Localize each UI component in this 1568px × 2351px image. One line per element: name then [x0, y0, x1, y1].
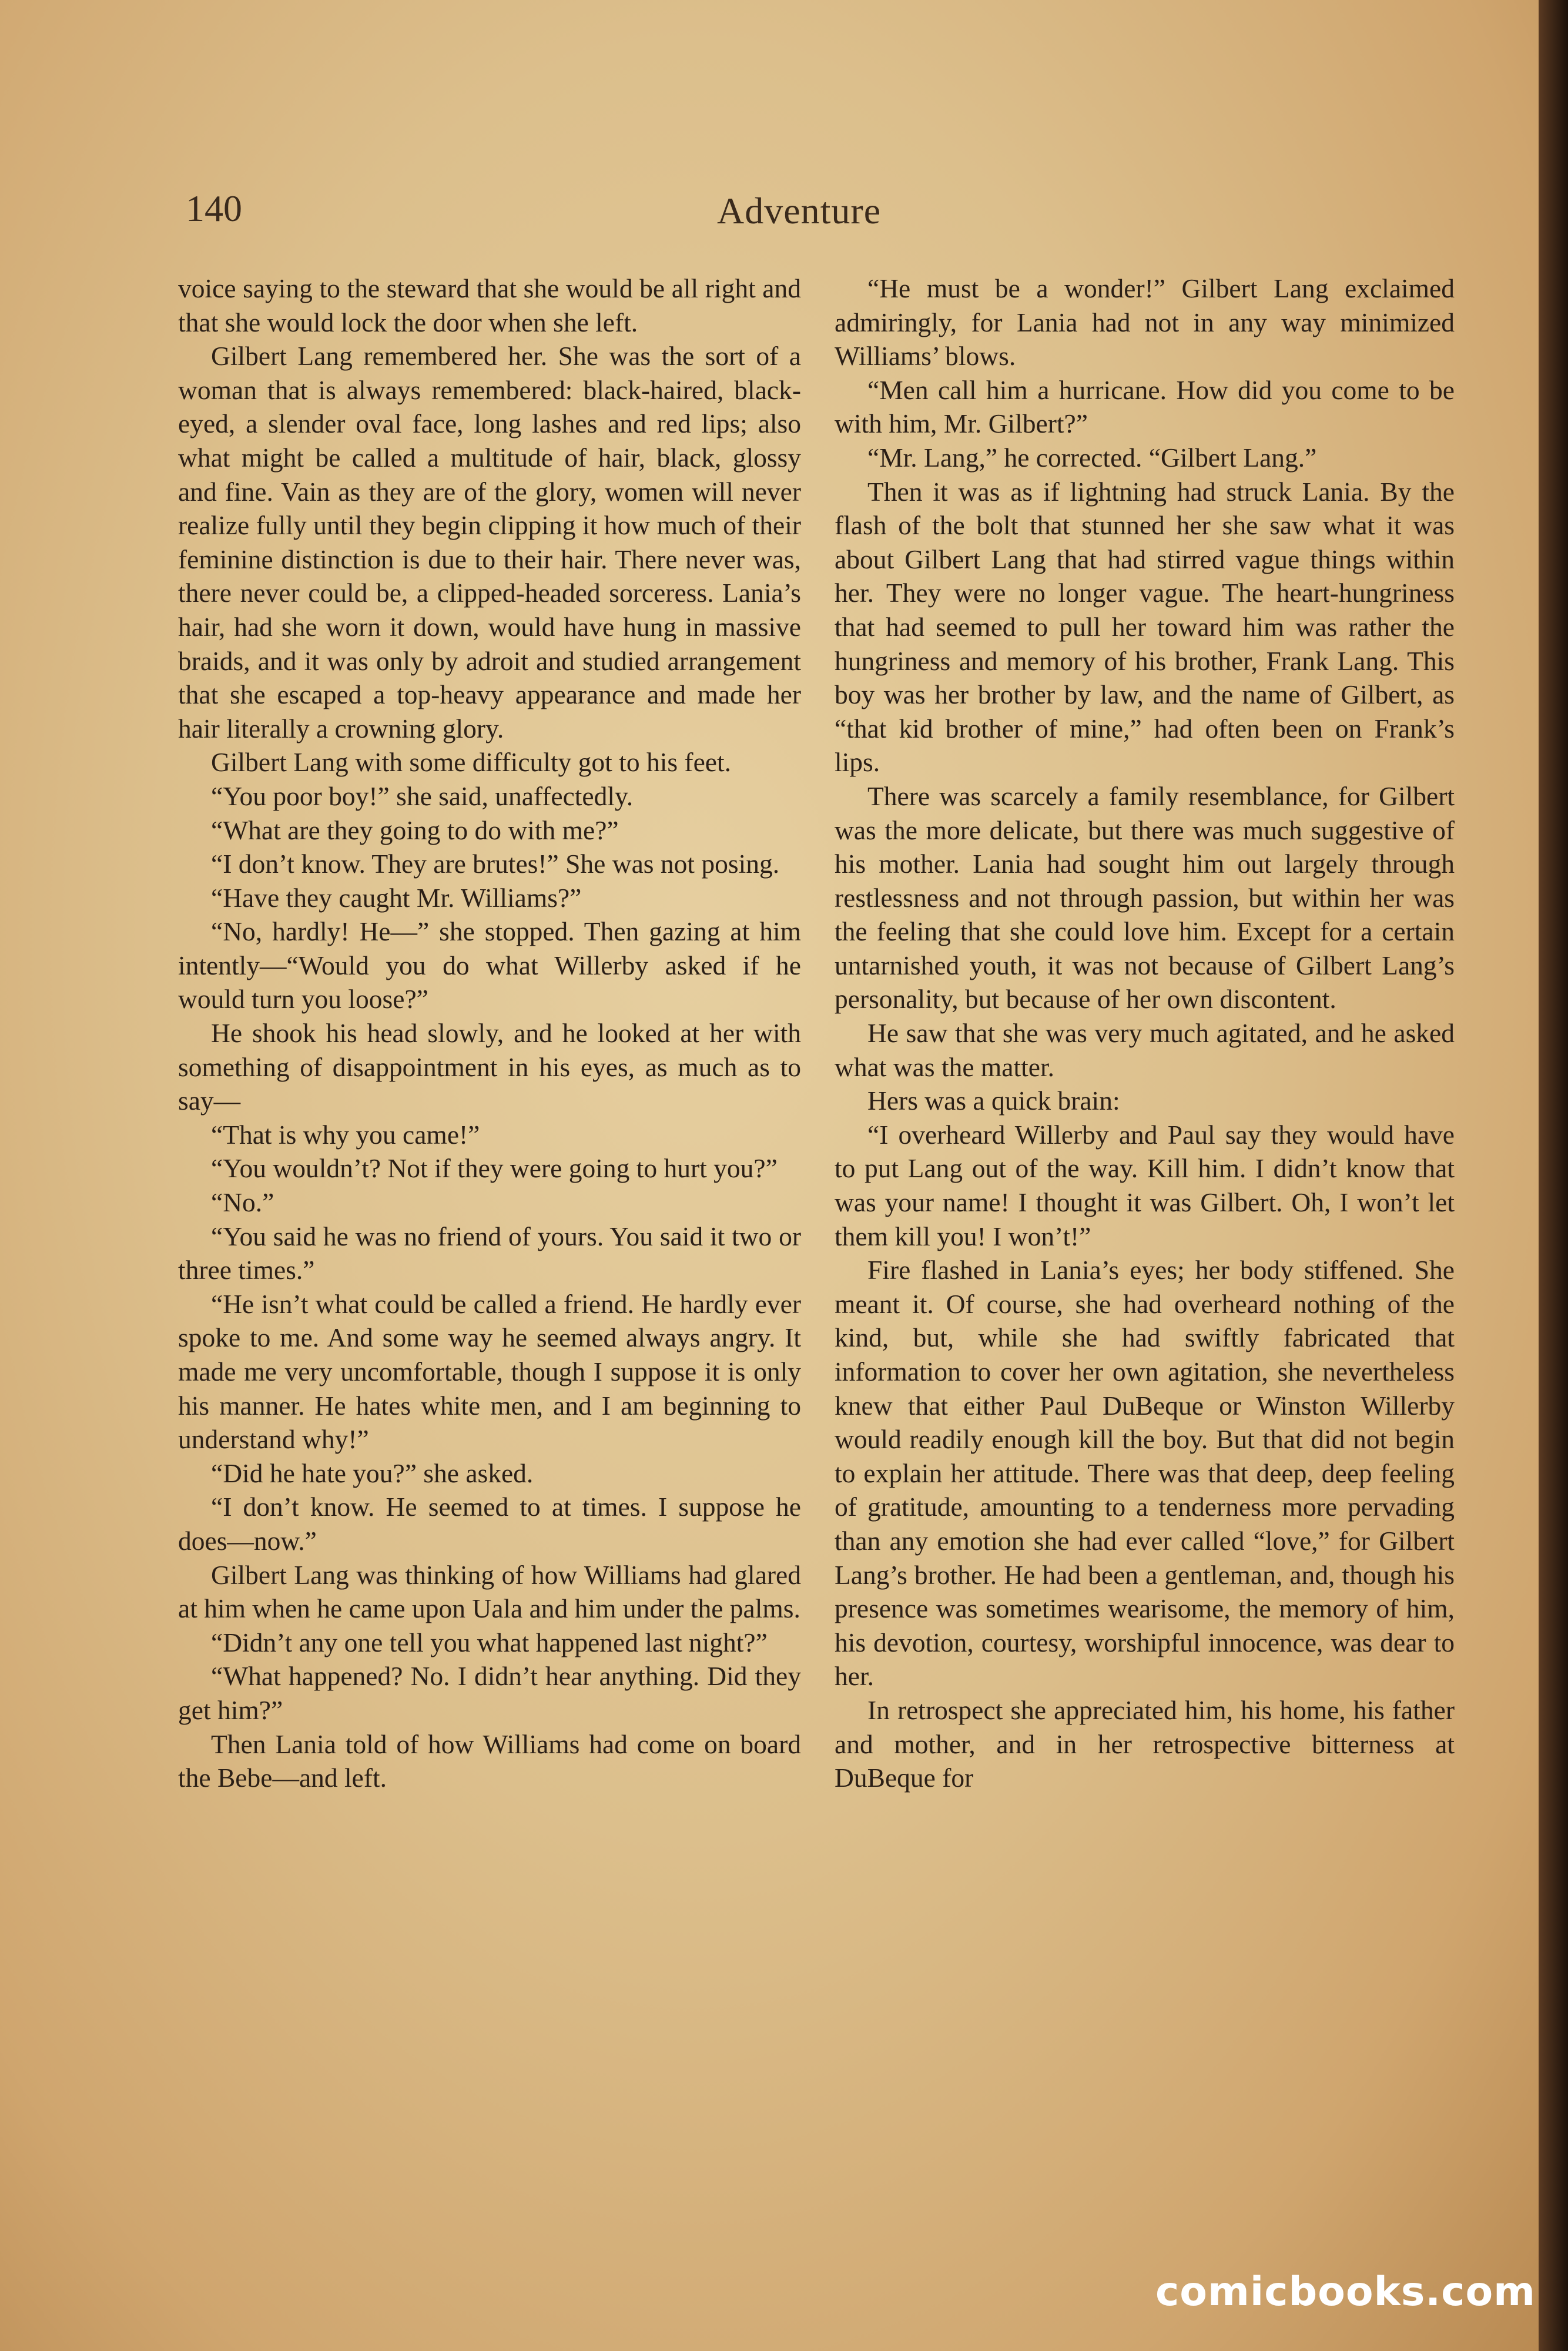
paragraph: Gilbert Lang was thinking of how Williams had glared at him when he came upon Uala and him under the palms.: [178, 1559, 801, 1624]
watermark: comicbooks.com: [1155, 2269, 1536, 2315]
paragraph: Gilbert Lang remembered her. She was the sort of a woman that is always remembered: black-haired, black-eyed, a slender oval face, long lashes and red lips; also what might be called a multitude of hair, black, glossy and fine. Vain as they are of the glory, women will never realize fully until they begin clipping it how much of their feminine distinction is due to their hair. There never was, there never could be, a clipped-headed sorceress. Lania’s hair, had she worn it down, would have hung in massive braids, and it was only by adroit and studied arrangement that she escaped a top-heavy appearance and made her hair literally a crowning glory.: [178, 341, 801, 744]
paragraph: “What happened? No. I didn’t hear anything. Did they get him?”: [178, 1661, 801, 1725]
paragraph: voice saying to the steward that she would be all right and that she would lock the door when she left.: [178, 273, 801, 337]
page-edge: [1539, 0, 1568, 2351]
paragraph: “He isn’t what could be called a friend. He hardly ever spoke to me. And some way he seemed always angry. It made me very uncomfortable, though I suppose it is only his manner. He hates white men, and I am beginning to understand why!”: [178, 1288, 801, 1455]
right-column: [835, 272, 1455, 1795]
paragraph: “Have they caught Mr. Williams?”: [211, 882, 582, 913]
paragraph: Hers was a quick brain:: [867, 1086, 1120, 1116]
paragraph: Gilbert Lang with some difficulty got to his feet.: [211, 747, 731, 778]
paragraph: “I overheard Willerby and Paul say they would have to put Lang out of the way. Kill him. I didn’t know that was your name! I thought it was Gilbert. Oh, I won’t let them kill you! I won’t!”: [835, 1119, 1455, 1251]
paragraph: “You poor boy!” she said, unaffectedly.: [211, 781, 634, 811]
paragraph: “No.”: [211, 1187, 274, 1218]
left-column: [178, 272, 801, 1795]
paragraph: “I don’t know. They are brutes!” She was not posing.: [211, 849, 780, 879]
paragraph: “Mr. Lang,” he corrected. “Gilbert Lang.”: [867, 442, 1317, 473]
paragraph: There was scarcely a family resemblance, for Gilbert was the more delicate, but there was much suggestive of his mother. Lania had sought him out largely through restlessness and not through passion, but within her was the feeling that she could love him. Except for a certain untarnished youth, it was not because of Gilbert Lang’s personality, but because of her own discontent.: [835, 781, 1455, 1014]
paragraph: “That is why you came!”: [211, 1119, 480, 1150]
paragraph: Fire flashed in Lania’s eyes; her body stiffened. She meant it. Of course, she had overheard nothing of the kind, but, while she had swiftly fabricated that information to cover her own agitation, she nevertheless knew that either Paul DuBeque or Winston Willerby would readily enough kill the boy. But that did not begin to explain her attitude. There was that deep, deep feeling of gratitude, amounting to a tenderness more pervading than any emotion she had ever called “love,” for Gilbert Lang’s brother. He had been a gentleman, and, though his presence was sometimes wearisome, the memory of him, his devotion, courtesy, worshipful innocence, was dear to her.: [835, 1255, 1455, 1692]
paragraph: “Didn’t any one tell you what happened last night?”: [211, 1627, 768, 1657]
paragraph: “You said he was no friend of yours. You said it two or three times.”: [178, 1221, 801, 1285]
running-head: Adventure: [717, 190, 882, 232]
paragraph: “Did he hate you?” she asked.: [211, 1458, 534, 1488]
paragraph: In retrospect she appreciated him, his home, his father and mother, and in her retrospective bitterness at DuBeque for: [835, 1694, 1455, 1793]
paragraph: “Men call him a hurricane. How did you come to be with him, Mr. Gilbert?”: [835, 374, 1455, 439]
paragraph: Then it was as if lightning had struck Lania. By the flash of the bolt that stunned her she saw what it was about Gilbert Lang that had stirred vague things within her. They were no longer vague. The heart-hungriness that had seemed to pull her toward him was rather the hungriness and memory of his brother, Frank Lang. This boy was her brother by law, and the name of Gilbert, as “that kid brother of mine,” had often been on Frank’s lips.: [835, 476, 1455, 778]
paragraph: He shook his head slowly, and he looked at her with something of disappointment in his eyes, as much as to say—: [178, 1018, 801, 1116]
page-number: 140: [186, 187, 242, 229]
paragraph: “You wouldn’t? Not if they were going to hurt you?”: [211, 1153, 778, 1184]
paragraph: “No, hardly! He—” she stopped. Then gazing at him intently—“Would you do what Willerby asked if he would turn you loose?”: [178, 916, 801, 1014]
paragraph: “He must be a wonder!” Gilbert Lang exclaimed admiringly, for Lania had not in any way minimized Williams’ blows.: [835, 273, 1455, 371]
paragraph: He saw that she was very much agitated, and he asked what was the matter.: [835, 1018, 1455, 1082]
paragraph: Then Lania told of how Williams had come on board the Bebe—and left.: [178, 1729, 801, 1793]
paragraph: “What are they going to do with me?”: [211, 815, 619, 845]
paragraph: “I don’t know. He seemed to at times. I suppose he does—now.”: [178, 1492, 801, 1556]
